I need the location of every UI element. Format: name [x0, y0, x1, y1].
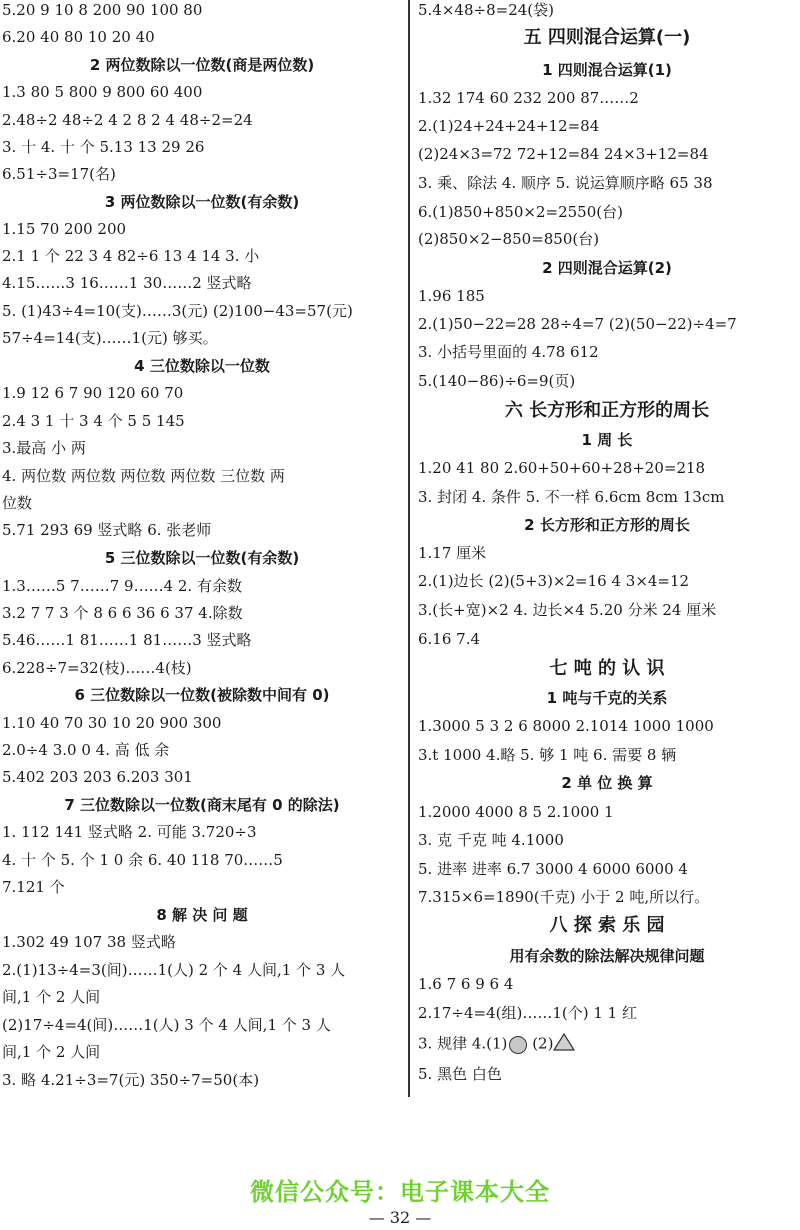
answer-line: 2.(1)边长 (2)(5+3)×2=16 4 3×4=12 — [418, 572, 690, 590]
answer-line: 1.10 40 70 30 10 20 900 300 — [2, 714, 222, 732]
answer-line: 间,1 个 2 人间 — [2, 1043, 101, 1061]
answer-line: 2.(1)24+24+24+12=84 — [418, 117, 600, 135]
answer-line: 4. 十 个 5. 个 1 0 余 6. 40 118 70……5 — [2, 851, 283, 869]
unit-heading: 八 探 索 乐 园 — [549, 915, 665, 936]
answer-line: 4. 两位数 两位数 两位数 两位数 三位数 两 — [2, 467, 285, 485]
answer-line: 7.121 个 — [2, 878, 65, 896]
answer-line: 2.1 1 个 22 3 4 82÷6 13 4 14 3. 小 — [2, 247, 260, 265]
section-heading: 3 两位数除以一位数(有余数) — [104, 193, 300, 211]
answer-line: 3. 小括号里面的 4.78 612 — [418, 343, 599, 361]
answer-line: 1.9 12 6 7 90 120 60 70 — [2, 384, 184, 402]
answer-line: 3.2 7 7 3 个 8 6 6 36 6 37 4.除数 — [2, 604, 243, 622]
answer-line: (2)24×3=72 72+12=84 24×3+12=84 — [418, 145, 709, 163]
answer-line: 5.46……1 81……1 81……3 竖式略 — [2, 631, 252, 649]
answer-line: (2)850×2−850=850(台) — [418, 230, 600, 248]
triangle-icon — [553, 1033, 575, 1056]
column-divider — [408, 0, 410, 1097]
answer-text: (2) — [527, 1034, 554, 1053]
answer-line: 3.(长+宽)×2 4. 边长×4 5.20 分米 24 厘米 — [418, 601, 717, 619]
answer-line: 1.15 70 200 200 — [2, 220, 127, 238]
answer-line: 1. 112 141 竖式略 2. 可能 3.720÷3 — [2, 823, 257, 841]
section-heading: 7 三位数除以一位数(商末尾有 0 的除法) — [64, 796, 340, 814]
section-heading: 2 长方形和正方形的周长 — [524, 516, 690, 534]
answer-line: 4.15……3 16……1 30……2 竖式略 — [2, 274, 252, 292]
circle-icon — [509, 1036, 527, 1054]
page-number: — 32 — — [368, 1208, 432, 1227]
unit-heading: 五 四则混合运算(一) — [523, 27, 691, 48]
answer-line: 5. 进率 进率 6.7 3000 4 6000 6000 4 — [418, 860, 688, 878]
answer-line: 1.96 185 — [418, 287, 485, 305]
unit-heading: 七 吨 的 认 识 — [549, 658, 665, 679]
answer-line: 6.228÷7=32(枝)……4(枝) — [2, 659, 192, 677]
answer-line: 57÷4=14(支)……1(元) 够买。 — [2, 329, 218, 347]
answer-line: 5.20 9 10 8 200 90 100 80 — [2, 1, 203, 19]
answer-line: 2.48÷2 48÷2 4 2 8 2 4 48÷2=24 — [2, 111, 253, 129]
answer-line: (2)17÷4=4(间)……1(人) 3 个 4 人间,1 个 3 人 — [2, 1016, 331, 1034]
answer-line: 6.16 7.4 — [418, 630, 481, 648]
answer-line: 2.(1)13÷4=3(间)……1(人) 2 个 4 人间,1 个 3 人 — [2, 961, 346, 979]
answer-line: 1.3 80 5 800 9 800 60 400 — [2, 83, 203, 101]
answer-line: 7.315×6=1890(千克) 小于 2 吨,所以行。 — [418, 888, 710, 906]
answer-line: 1.32 174 60 232 200 87……2 — [418, 89, 639, 107]
answer-line: 1.2000 4000 8 5 2.1000 1 — [418, 803, 614, 821]
answer-line: 3. 封闭 4. 条件 5. 不一样 6.6cm 8cm 13cm — [418, 488, 725, 506]
answer-line: 1.302 49 107 38 竖式略 — [2, 933, 176, 951]
answer-line: 1.17 厘米 — [418, 544, 487, 562]
answer-line: 3.最高 小 两 — [2, 439, 86, 457]
answer-line: 5.71 293 69 竖式略 6. 张老师 — [2, 521, 212, 539]
answer-line: 5. 黑色 白色 — [418, 1065, 502, 1083]
section-heading: 2 单 位 换 算 — [561, 774, 653, 792]
answer-line: 6.(1)850+850×2=2550(台) — [418, 203, 623, 221]
section-heading: 8 解 决 问 题 — [156, 906, 248, 924]
section-heading: 1 四则混合运算(1) — [542, 61, 672, 79]
answer-line: 5.402 203 203 6.203 301 — [2, 768, 193, 786]
answer-line: 5.4×48÷8=24(袋) — [418, 1, 554, 19]
section-heading: 1 周 长 — [581, 431, 633, 449]
answer-line: 3. 乘、除法 4. 顺序 5. 说运算顺序略 65 38 — [418, 174, 713, 192]
watermark-text: 微信公众号：电子课本大全 — [250, 1178, 550, 1206]
answer-line: 3. 十 4. 十 个 5.13 13 29 26 — [2, 138, 205, 156]
answer-text: 3. 规律 4.(1) — [418, 1034, 508, 1053]
answer-line: 5.(140−86)÷6=9(页) — [418, 372, 576, 390]
answer-line: 1.3000 5 3 2 6 8000 2.1014 1000 1000 — [418, 717, 714, 735]
answer-line: 1.3……5 7……7 9……4 2. 有余数 — [2, 577, 242, 595]
answer-line: 1.20 41 80 2.60+50+60+28+20=218 — [418, 459, 706, 477]
answer-line: 2.4 3 1 十 3 4 个 5 5 145 — [2, 412, 185, 430]
section-heading: 用有余数的除法解决规律问题 — [509, 947, 705, 965]
section-heading: 1 吨与千克的关系 — [546, 689, 668, 707]
unit-heading: 六 长方形和正方形的周长 — [504, 400, 710, 421]
answer-line: 2.(1)50−22=28 28÷4=7 (2)(50−22)÷4=7 — [418, 315, 737, 333]
answer-line: 3. 略 4.21÷3=7(元) 350÷7=50(本) — [2, 1071, 260, 1089]
section-heading: 5 三位数除以一位数(有余数) — [104, 549, 300, 567]
answer-line: 位数 — [2, 494, 33, 512]
answer-line: 2.17÷4=4(组)……1(个) 1 1 红 — [418, 1004, 637, 1022]
answer-line: 间,1 个 2 人间 — [2, 988, 101, 1006]
section-heading: 2 两位数除以一位数(商是两位数) — [89, 56, 315, 74]
answer-line: 2.0÷4 3.0 0 4. 高 低 余 — [2, 741, 170, 759]
answer-line: 5. (1)43÷4=10(支)……3(元) (2)100−43=57(元) — [2, 302, 353, 320]
answer-line: 6.51÷3=17(名) — [2, 165, 116, 183]
section-heading: 2 四则混合运算(2) — [542, 259, 672, 277]
answer-line-shapes — [414, 1033, 575, 1053]
answer-line: 3. 克 千克 吨 4.1000 — [418, 831, 564, 849]
section-heading: 6 三位数除以一位数(被除数中间有 0) — [74, 686, 330, 704]
section-heading: 4 三位数除以一位数 — [134, 357, 270, 375]
answer-line: 6.20 40 80 10 20 40 — [2, 28, 155, 46]
answer-line: 1.6 7 6 9 6 4 — [418, 975, 514, 993]
answer-line: 3.t 1000 4.略 5. 够 1 吨 6. 需要 8 辆 — [418, 746, 677, 764]
